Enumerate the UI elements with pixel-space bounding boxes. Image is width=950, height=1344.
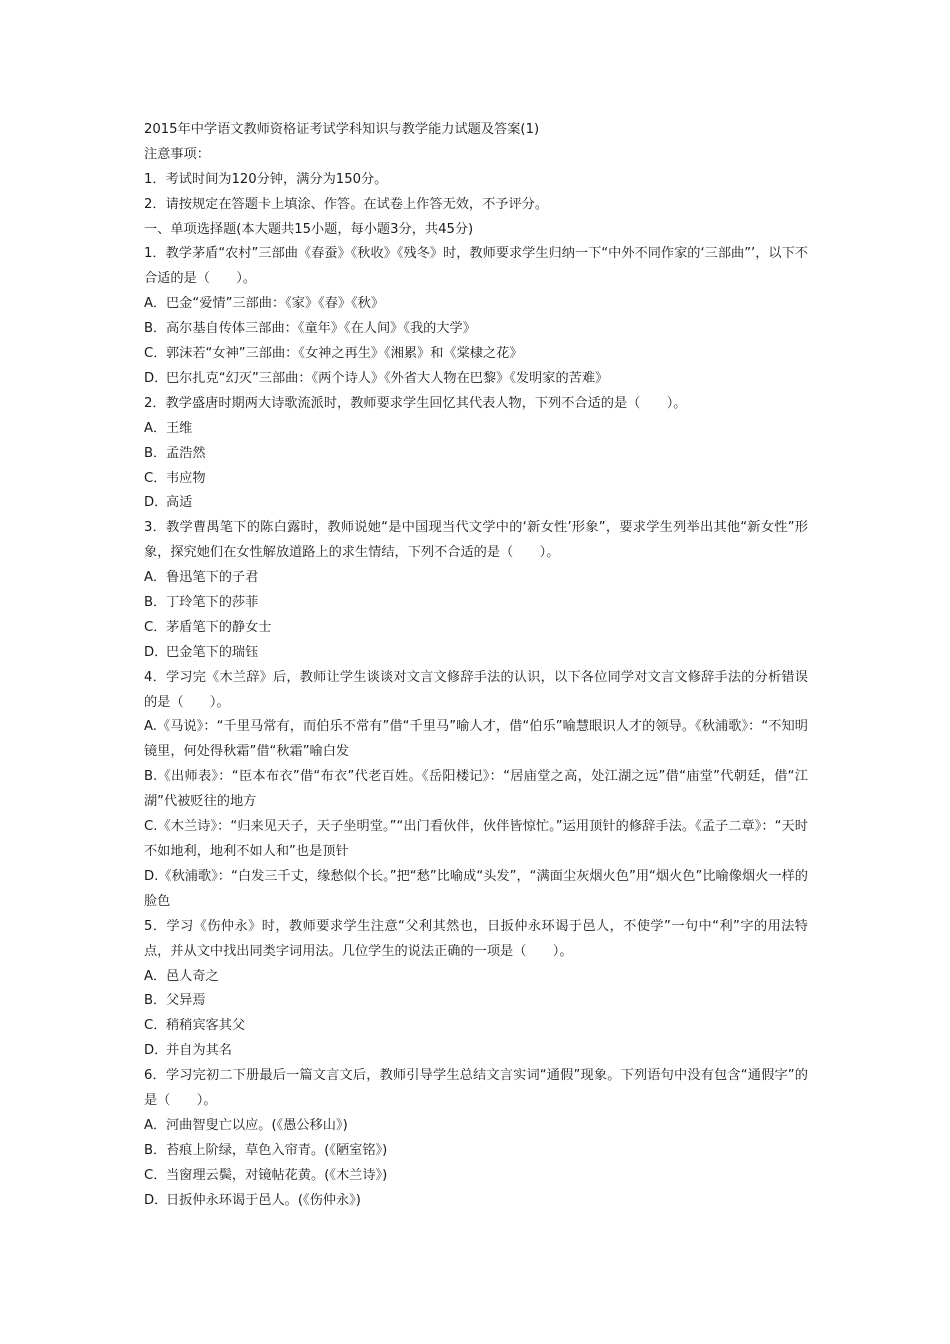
option-label: B． [144,445,167,461]
option-label: A． [144,420,167,436]
question-option [144,317,808,342]
option-label: B． [144,321,167,337]
question-option [144,1014,808,1039]
question-option: C.《木兰诗》：“归来见天子，天子坐明堂。”“出门看伙伴，伙伴皆惊忙。”运用顶针的修辞手法。《孟子二章》：“天时不如地利，地利不如人和”也是顶针 [144,819,808,860]
question-option: D.《秋浦歌》：“白发三千丈，缘愁似个长。”把“愁”比喻成“头发”，“满面尘灰烟火色”用“烟火色”比喻像烟火一样的脸色 [144,868,808,909]
option-label: A． [144,296,167,312]
question-option [144,1039,808,1064]
option-label: C． [144,1167,167,1183]
option-label: D． [144,1192,168,1208]
option-text: 鲁迅笔下的子君 [166,570,259,586]
question-option [144,1114,808,1139]
question-option [144,292,808,317]
question-option [144,566,808,591]
option-text: 父异焉 [166,993,206,1009]
option-label: B． [144,993,167,1009]
question-option [144,591,808,616]
option-text: 并自为其名 [166,1043,232,1059]
question-stem: 1．教学茅盾“农村”三部曲《春蚕》《秋收》《残冬》时，教师要求学生归纳一下“中外不同作家的‘三部曲”’，以下不合适的是（ ）。 [144,246,808,287]
notice-heading: 注意事项： [144,146,210,162]
option-text: 丁玲笔下的莎菲 [166,595,259,610]
option-label: C． [144,470,167,486]
option-label: B． [144,595,167,610]
question-option [144,965,808,990]
question-stem: 2．教学盛唐时期两大诗歌流派时，教师要求学生回忆其代表人物，下列不合适的是（ ）。 [144,395,687,411]
question-stem: 4．学习完《木兰辞》后，教师让学生谈谈对文言文修辞手法的认识，以下各位同学对文言文修辞手法的分析错误的是（ ）。 [144,669,808,710]
question-option [144,417,808,442]
question-stem: 6．学习完初二下册最后一篇文言文后，教师引导学生总结文言实词“通假”现象。下列语句中没有包含“通假字”的是（ ）。 [144,1068,808,1109]
option-label: C． [144,346,167,362]
question-option [144,1189,808,1214]
option-text: 茅盾笔下的静女士 [166,619,272,635]
question-option [144,1164,808,1189]
option-label: D． [144,1043,168,1059]
option-label: A． [144,1117,167,1133]
question-option [144,616,808,641]
question-option [144,367,808,392]
option-label: D． [144,495,168,511]
question-stem: 3．教学曹禺笔下的陈白露时，教师说她“是中国现当代文学中的‘新女性’形象”，要求学生列举出其他“新女性”形象，探究她们在女性解放道路上的求生情结，下列不合适的是（ ）。 [144,520,808,561]
option-label: C． [144,1018,167,1034]
question-option [144,989,808,1014]
option-text: 郭沫若“女神”三部曲：《女神之再生》《湘累》和《棠棣之花》 [166,346,523,362]
question-option [144,641,808,666]
option-label: D． [144,370,168,386]
question-stem: 5．学习《伤仲永》时，教师要求学生注意“父利其然也，日扳仲永环谒于邑人，不使学”一句中“利”字的用法特点，并从文中找出同类字词用法。几位学生的说法正确的一项是（ ）。 [144,918,808,959]
option-text: 邑人奇之 [166,968,219,984]
option-label: D． [144,644,168,660]
option-text: 当窗理云鬓，对镜帖花黄。(《木兰诗》) [166,1167,388,1183]
option-text: 孟浩然 [166,445,206,461]
question-option [144,342,808,367]
section-heading: 一、单项选择题(本大题共15小题，每小题3分，共45分) [144,221,474,237]
option-text: 韦应物 [166,470,206,486]
question-option: B.《出师表》：“臣本布衣”借“布衣”代老百姓。《岳阳楼记》：“居庙堂之高，处江湖之远”借“庙堂”代朝廷，借“江湖”代被贬往的地方 [144,769,808,810]
document-body [144,118,808,1213]
question-option [144,442,808,467]
option-text: 高尔基自传体三部曲：《童年》《在人间》《我的大学》 [166,321,476,337]
question-option: A.《马说》：“千里马常有，而伯乐不常有”借“千里马”喻人才，借“伯乐”喻慧眼识人才的领导。《秋浦歌》：“不知明镜里，何处得秋霜”借“秋霜”喻白发 [144,719,808,760]
option-text: 日扳仲永环谒于邑人。(《伤仲永》) [166,1192,361,1208]
option-text: 巴金“爱情”三部曲：《家》《春》《秋》 [166,296,385,312]
option-text: 苔痕上阶绿，草色入帘青。(《陋室铭》) [166,1142,388,1158]
option-label: B． [144,1142,167,1158]
option-text: 高适 [166,495,193,511]
question-option [144,491,808,516]
option-text: 王维 [166,420,193,436]
document-title: 2015年中学语文教师资格证考试学科知识与教学能力试题及答案(1) [144,122,540,137]
option-label: A． [144,570,167,586]
option-text: 巴金笔下的瑞钰 [166,644,259,660]
question-option [144,1139,808,1164]
option-text: 巴尔扎克“幻灭”三部曲：《两个诗人》《外省大人物在巴黎》《发明家的苦难》 [166,370,609,386]
option-text: 稍稍宾客其父 [166,1018,246,1034]
notice-item: 1．考试时间为120分钟，满分为150分。 [144,171,388,187]
option-text: 河曲智叟亡以应。(《愚公移山》) [166,1117,348,1133]
option-label: C． [144,619,167,635]
notice-item: 2．请按规定在答题卡上填涂、作答。在试卷上作答无效，不予评分。 [144,196,549,212]
option-label: A． [144,968,167,984]
question-option [144,467,808,492]
